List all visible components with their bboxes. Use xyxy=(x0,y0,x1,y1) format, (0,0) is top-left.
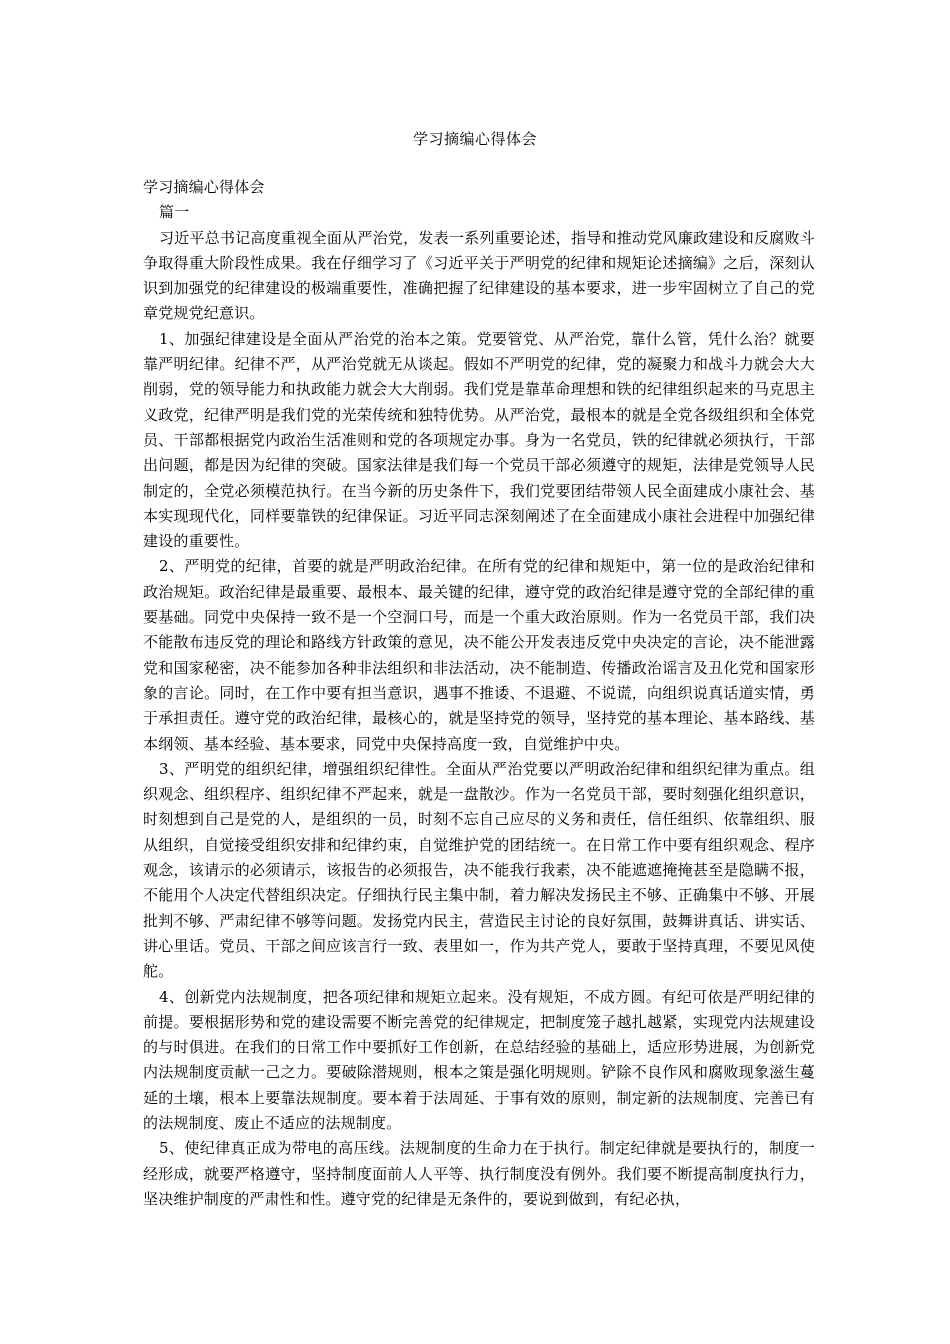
paragraph-3: 3、严明党的组织纪律，增强组织纪律性。全面从严治党要以严明政治纪律和组织纪律为重点。组织观念、组织程序、组织纪律不严起来，就是一盘散沙。作为一名党员干部，要时刻强化组织意识，时刻想到自己是党的人，是组织的一员，时刻不忘自己应尽的义务和责任，信任组织、依靠组织、服从组织，自觉接受组织安排和纪律约束，自觉维护党的团结统一。在日常工作中要有组织观念、程序观念，该请示的必须请示，该报告的必须报告，决不能我行我素，决不能遮遮掩掩甚至是隐瞒不报，不能用个人决定代替组织决定。仔细执行民主集中制，着力解决发扬民主不够、正确集中不够、开展批判不够、严肃纪律不够等问题。发扬党内民主，营造民主讨论的良好氛围，鼓舞讲真话、讲实话、讲心里话。党员、干部之间应该言行一致、表里如一，作为共产党人，要敢于坚持真理，不要见风使舵。 xyxy=(143,759,815,981)
paragraph-2: 2、严明党的纪律，首要的就是严明政治纪律。在所有党的纪律和规矩中，第一位的是政治纪律和政治规矩。政治纪律是最重要、最根本、最关键的纪律，遵守党的政治纪律是遵守党的全部纪律的重要基础。同党中央保持一致不是一个空洞口号，而是一个重大政治原则。作为一名党员干部，我们决不能散布违反党的理论和路线方针政策的意见，决不能公开发表违反党中央决定的言论，决不能泄露党和国家秘密，决不能参加各种非法组织和非法活动，决不能制造、传播政治谣言及丑化党和国家形象的言论。同时，在工作中要有担当意识，遇事不推诿、不退避、不说谎，向组织说真话道实情，勇于承担责任。遵守党的政治纪律，最核心的，就是坚持党的领导，坚持党的基本理论、基本路线、基本纲领、基本经验、基本要求，同党中央保持高度一致，自觉维护中央。 xyxy=(143,557,815,753)
section-label: 篇一 xyxy=(159,203,190,222)
paragraph-intro: 习近平总书记高度重视全面从严治党，发表一系列重要论述，指导和推动党风廉政建设和反腐败斗争取得重大阶段性成果。我在仔细学习了《习近平关于严明党的纪律和规矩论述摘编》之后，深刻认识到加强党的纪律建设的极端重要性，准确把握了纪律建设的基本要求，进一步牢固树立了自己的党章党规党纪意识。 xyxy=(143,228,815,323)
document-subtitle: 学习摘编心得体会 xyxy=(143,178,265,196)
document-title: 学习摘编心得体会 xyxy=(412,130,537,148)
paragraph-1: 1、加强纪律建设是全面从严治党的治本之策。党要管党、从严治党，靠什么管，凭什么治？就要靠严明纪律。纪律不严，从严治党就无从谈起。假如不严明党的纪律，党的凝聚力和战斗力就会大大削弱，党的领导能力和执政能力就会大大削弱。我们党是靠革命理想和铁的纪律组织起来的马克思主义政党，纪律严明是我们党的光荣传统和独特优势。从严治党，最根本的就是全党各级组织和全体党员、干部都根据党内政治生活准则和党的各项规定办事。身为一名党员，铁的纪律就必须执行，干部出问题，都是因为纪律的突破。国家法律是我们每一个党员干部必须遵守的规矩，法律是党领导人民制定的，全党必须模范执行。在当今新的历史条件下，我们党要团结带领人民全面建成小康社会、基本实现现代化，同样要靠铁的纪律保证。习近平同志深刻阐述了在全面建成小康社会进程中加强纪律建设的重要性。 xyxy=(143,329,815,551)
document-body xyxy=(143,175,815,1212)
paragraph-5: 5、使纪律真正成为带电的高压线。法规制度的生命力在于执行。制定纪律就是要执行的，制度一经形成，就要严格遵守，坚持制度面前人人平等、执行制度没有例外。我们要不断提高制度执行力，坚决维护制度的严肃性和性。遵守党的纪律是无条件的，要说到做到，有纪必执， xyxy=(143,1139,815,1208)
paragraph-4: 4、创新党内法规制度，把各项纪律和规矩立起来。没有规矩，不成方圆。有纪可依是严明纪律的前提。要根据形势和党的建设需要不断完善党的纪律规定，把制度笼子越扎越紧，实现党内法规建设的与时俱进。在我们的日常工作中要抓好工作创新，在总结经验的基础上，适应形势进展，为创新党内法规制度贡献一己之力。要破除潜规则，根本之策是强化明规则。铲除不良作风和腐败现象滋生蔓延的土壤，根本上要靠法规制度。要本着于法周延、于事有效的原则，制定新的法规制度、完善已有的法规制度、废止不适应的法规制度。 xyxy=(143,987,815,1132)
